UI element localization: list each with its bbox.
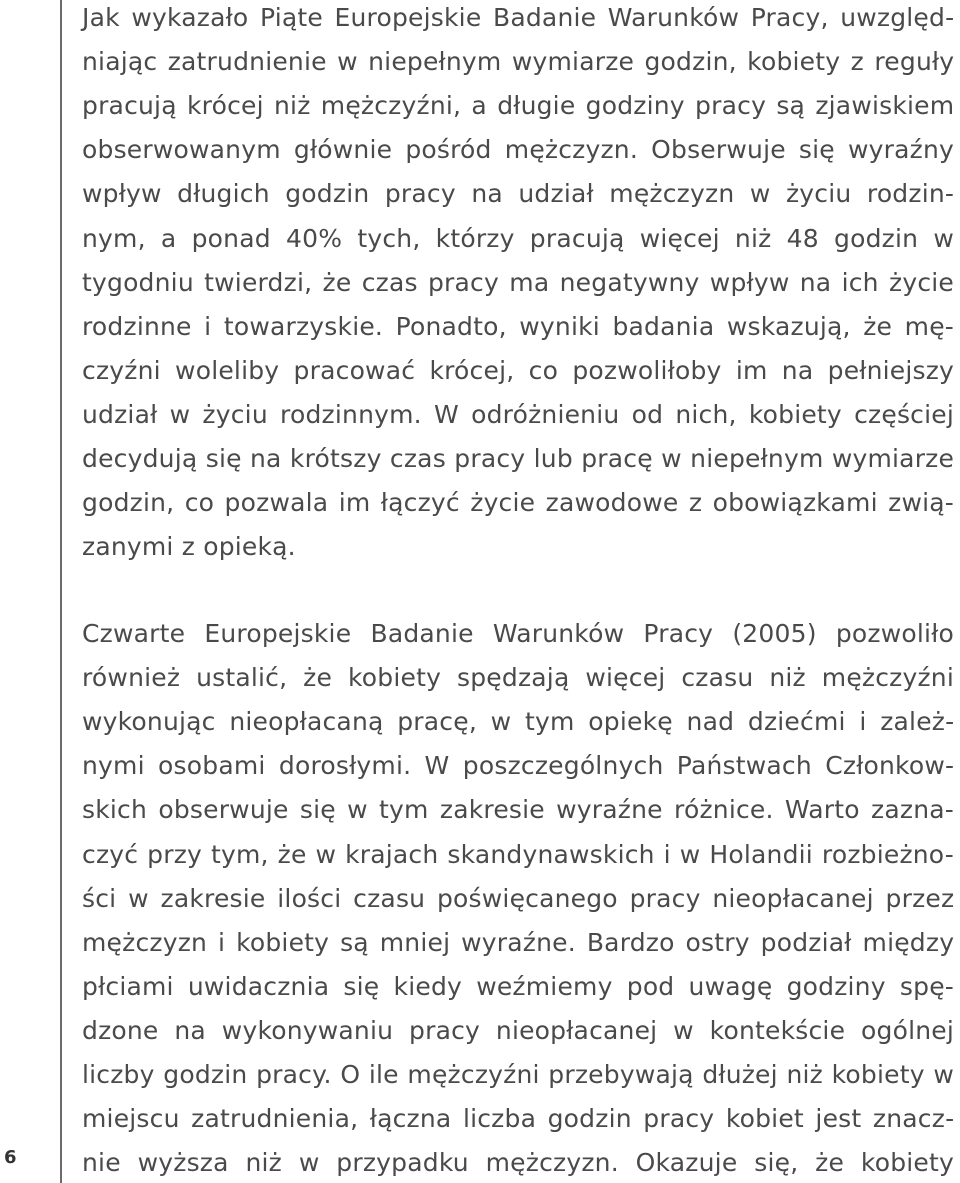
text-line: ści w zakresie ilości czasu poświęcanego pracy nieopłacanej przez xyxy=(82,884,955,913)
text-line: Czwarte Europejskie Badanie Warunków Pracy (2005) pozwoliło xyxy=(82,619,954,648)
page-number: 6 xyxy=(4,1147,17,1168)
text-line: godzin, co pozwala im łączyć życie zawodowe z obowiązkami zwią- xyxy=(82,488,954,517)
margin-rule xyxy=(60,0,62,1183)
text-line: czyć przy tym, że w krajach skandynawskich i w Holandii rozbieżno- xyxy=(82,840,954,869)
text-line: zanymi z opieką. xyxy=(82,532,296,561)
text-line: obserwowanym głównie pośród mężczyzn. Obserwuje się wyraźny xyxy=(82,135,955,164)
text-line: decydują się na krótszy czas pracy lub pracę w niepełnym wymiarze xyxy=(82,444,955,473)
text-line: również ustalić, że kobiety spędzają więcej czasu niż mężczyźni xyxy=(82,663,954,692)
text-line: wykonując nieopłacaną pracę, w tym opiekę nad dziećmi i zależ- xyxy=(82,707,955,736)
text-line: nymi osobami dorosłymi. W poszczególnych Państwach Członkow- xyxy=(82,751,955,780)
text-line: mężczyzn i kobiety są mniej wyraźne. Bardzo ostry podział między xyxy=(82,928,955,957)
text-line: skich obserwuje się w tym zakresie wyraźne różnice. Warto zazna- xyxy=(82,795,954,824)
text-line: wpływ długich godzin pracy na udział mężczyzn w życiu rodzin- xyxy=(82,179,955,208)
text-line: miejscu zatrudnienia, łączna liczba godzin pracy kobiet jest znacz- xyxy=(82,1104,955,1133)
text-line: nie wyższa niż w przypadku mężczyzn. Okazuje się, że kobiety xyxy=(82,1148,954,1177)
text-line: dzone na wykonywaniu pracy nieopłacanej w kontekście ogólnej xyxy=(82,1016,954,1045)
text-line: udział w życiu rodzinnym. W odróżnieniu od nich, kobiety częściej xyxy=(82,400,954,429)
text-line: niając zatrudnienie w niepełnym wymiarze godzin, kobiety z reguły xyxy=(82,47,955,76)
text-line: Jak wykazało Piąte Europejskie Badanie Warunków Pracy, uwzględ- xyxy=(82,3,955,32)
text-line: pracują krócej niż mężczyźni, a długie godziny pracy są zjawiskiem xyxy=(82,91,955,120)
text-line: rodzinne i towarzyskie. Ponadto, wyniki badania wskazują, że mę- xyxy=(82,312,954,341)
text-line: płciami uwidacznia się kiedy weźmiemy pod uwagę godziny spę- xyxy=(82,972,954,1001)
text-line: nym, a ponad 40% tych, którzy pracują więcej niż 48 godzin w xyxy=(82,224,954,253)
text-line: czyźni woleliby pracować krócej, co pozwoliłoby im na pełniejszy xyxy=(82,356,955,385)
text-line: liczby godzin pracy. O ile mężczyźni przebywają dłużej niż kobiety w xyxy=(82,1060,954,1089)
text-line: tygodniu twierdzi, że czas pracy ma negatywny wpływ na ich życie xyxy=(82,268,954,297)
